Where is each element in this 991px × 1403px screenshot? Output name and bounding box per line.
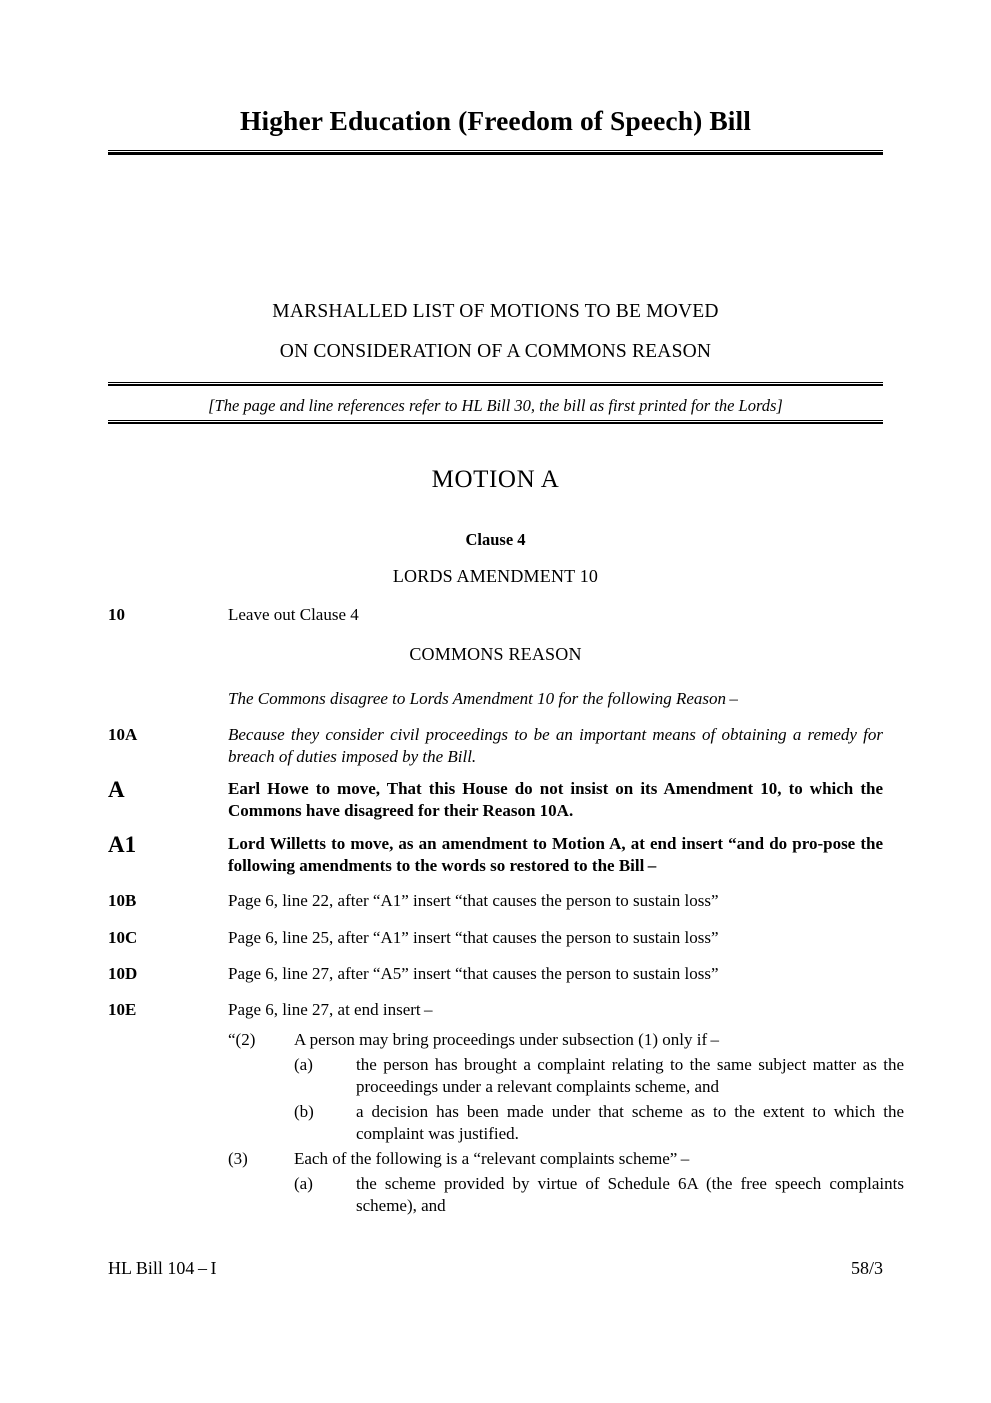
subsection-number: (3) <box>228 1149 248 1168</box>
amendment-marker: 10E <box>108 1000 137 1019</box>
amendment-row-10E <box>108 999 883 1021</box>
subitem-label: (a) <box>294 1055 313 1074</box>
footer-bill-number: HL Bill 104 – I <box>108 1258 217 1278</box>
motion-row-A1 <box>108 833 883 878</box>
inserted-subsection-3 <box>228 1148 883 1170</box>
marshalled-list-heading <box>108 292 883 372</box>
amendment-text: Page 6, line 25, after “A1” insert “that causes the person to sustain loss” <box>228 928 719 947</box>
amendment-text: Because they consider civil proceedings to be an important means of obtaining a remedy for breach of duties imposed by the Bill. <box>228 725 883 767</box>
title-rule <box>108 150 883 155</box>
subitem-label: (b) <box>294 1102 314 1121</box>
subitem-text: a decision has been made under that scheme as to the extent to which the complaint was justified. <box>356 1102 904 1144</box>
subsection-lead-text: Each of the following is a “relevant complaints scheme” – <box>294 1149 690 1168</box>
motion-marker: A1 <box>108 832 137 857</box>
subitem-text: the person has brought a complaint relating to the same subject matter as the proceedings under a relevant complaints scheme, and <box>356 1055 904 1097</box>
amendment-row-10A <box>108 724 883 769</box>
commons-disagree-intro: The Commons disagree to Lords Amendment 10 for the following Reason – <box>228 689 738 708</box>
amendment-row-10B <box>108 890 883 912</box>
commons-reason-heading: COMMONS REASON <box>409 644 582 664</box>
reference-note: [The page and line references refer to HL Bill 30, the bill as first printed for the Lords] <box>208 396 783 415</box>
subitem-text: the scheme provided by virtue of Schedule 6A (the free speech complaints scheme), and <box>356 1174 904 1216</box>
motion-text: Lord Willetts to move, as an amendment to Motion A, at end insert “and do pro-pose the following amendments to the words so restored to the Bill – <box>228 834 883 876</box>
subsection-number: “(2) <box>228 1030 256 1049</box>
subsection-2-item-b <box>294 1101 904 1146</box>
amendment-row-10C <box>108 927 883 949</box>
subsection-2-item-a <box>294 1054 904 1099</box>
amendment-marker: 10D <box>108 964 138 983</box>
amendment-marker: 10C <box>108 928 138 947</box>
note-rule-bottom <box>108 420 883 424</box>
page-title: Higher Education (Freedom of Speech) Bill <box>239 105 752 136</box>
subsection-3-item-a <box>294 1173 904 1218</box>
motion-heading: MOTION A <box>431 466 560 493</box>
motion-text: Earl Howe to move, That this House do not insist on its Amendment 10, to which the Commons have disagreed for their Reason 10A. <box>228 779 883 821</box>
amendment-row-10 <box>108 604 883 626</box>
amendment-marker: 10A <box>108 725 138 744</box>
footer-page-number: 58/3 <box>850 1258 883 1278</box>
amendment-marker: 10 <box>108 605 125 624</box>
amendment-row-10D <box>108 963 883 985</box>
marshalled-list-heading-line1: MARSHALLED LIST OF MOTIONS TO BE MOVED <box>272 301 719 322</box>
amendment-text: Page 6, line 22, after “A1” insert “that causes the person to sustain loss” <box>228 891 719 910</box>
clause-heading: Clause 4 <box>465 530 526 549</box>
amendment-marker: 10B <box>108 891 137 910</box>
motion-row-A <box>108 778 883 823</box>
note-rule-top <box>108 382 883 386</box>
amendment-text: Leave out Clause 4 <box>228 605 359 624</box>
subsection-lead-text: A person may bring proceedings under subsection (1) only if – <box>294 1030 720 1049</box>
marshalled-list-heading-line2: ON CONSIDERATION OF A COMMONS REASON <box>279 341 712 362</box>
motion-marker: A <box>108 777 125 802</box>
amendment-text: Page 6, line 27, at end insert – <box>228 1000 433 1019</box>
subitem-label: (a) <box>294 1174 313 1193</box>
amendment-text: Page 6, line 27, after “A5” insert “that causes the person to sustain loss” <box>228 964 719 983</box>
lords-amendment-heading: LORDS AMENDMENT 10 <box>392 566 599 586</box>
inserted-subsection-2 <box>228 1029 883 1051</box>
